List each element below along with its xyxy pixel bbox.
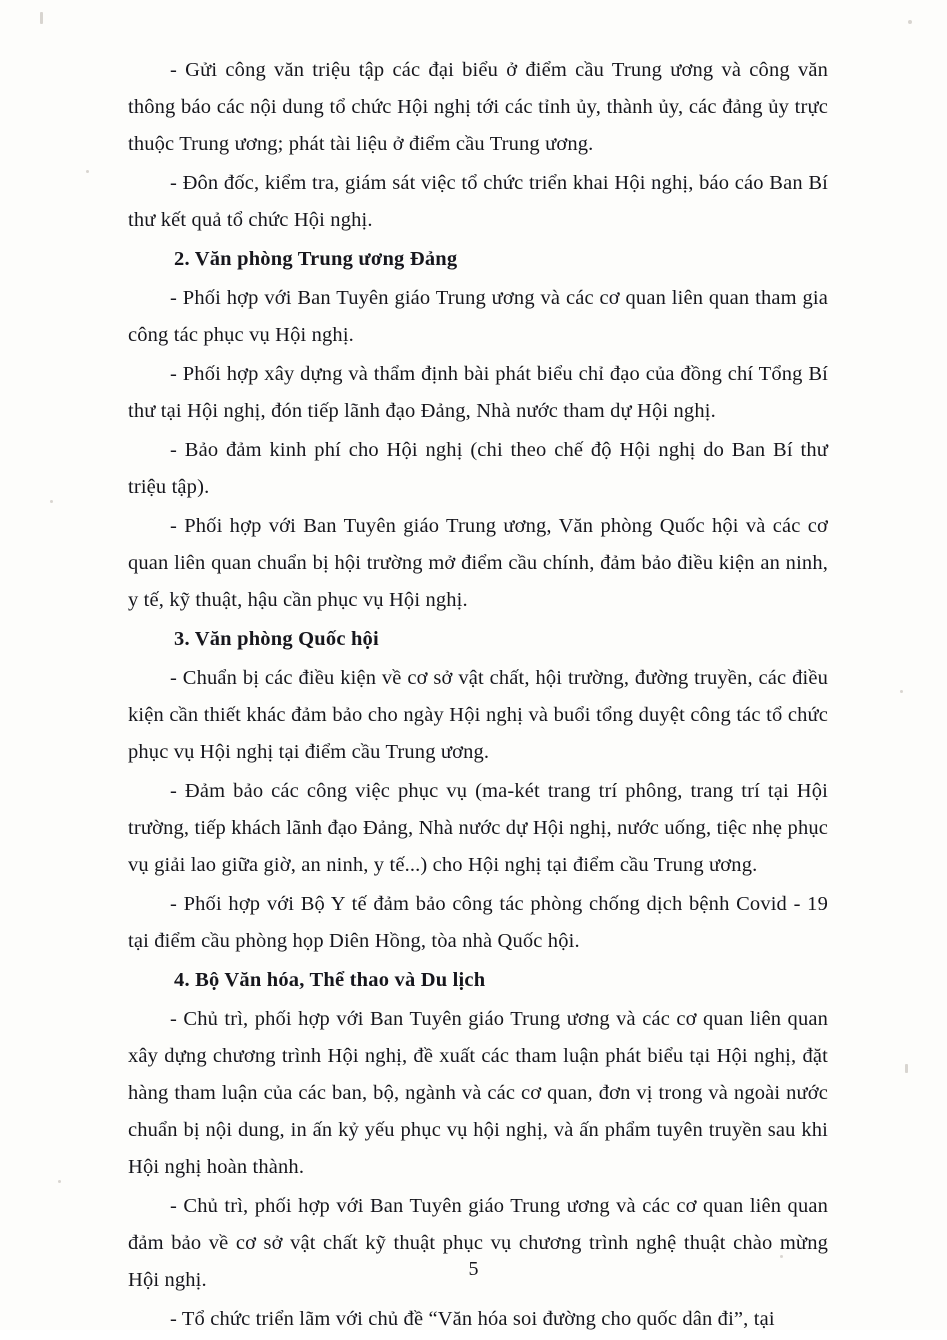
paragraph: - Chuẩn bị các điều kiện về cơ sở vật chất, hội trường, đường truyền, các điều kiện cần thiết khác đảm bảo cho ngày Hội nghị và buổi tổng duyệt công tác tổ chức phục vụ Hội nghị tại điểm cầu Trung ương.	[128, 667, 828, 763]
paragraph: - Bảo đảm kinh phí cho Hội nghị (chi theo chế độ Hội nghị do Ban Bí thư triệu tập).	[128, 439, 828, 498]
scan-speck	[40, 12, 43, 24]
page-number: 5	[468, 1258, 479, 1280]
paragraph: - Chủ trì, phối hợp với Ban Tuyên giáo Trung ương và các cơ quan liên quan đảm bảo về cơ sở vật chất kỹ thuật phục vụ chương trình nghệ thuật chào mừng Hội nghị.	[128, 1195, 828, 1291]
paragraph: - Phối hợp với Ban Tuyên giáo Trung ương, Văn phòng Quốc hội và các cơ quan liên quan chuẩn bị hội trường mở điểm cầu chính, đảm bảo điều kiện an ninh, y tế, kỹ thuật, hậu cần phục vụ Hội nghị.	[128, 515, 828, 611]
scan-speck	[50, 500, 53, 503]
scan-speck	[58, 1180, 61, 1183]
paragraph: - Gửi công văn triệu tập các đại biểu ở điểm cầu Trung ương và công văn thông báo các nội dung tổ chức Hội nghị tới các tỉnh ủy, thành ủy, các đảng ủy trực thuộc Trung ương; phát tài liệu ở điểm cầu Trung ương.	[128, 59, 828, 155]
scan-speck	[86, 170, 89, 173]
scan-speck	[900, 690, 903, 693]
paragraph: - Phối hợp với Bộ Y tế đảm bảo công tác phòng chống dịch bệnh Covid - 19 tại điểm cầu phòng họp Diên Hồng, tòa nhà Quốc hội.	[128, 893, 828, 952]
paragraph: - Tổ chức triển lãm với chủ đề “Văn hóa soi đường cho quốc dân đi”, tại	[170, 1308, 775, 1330]
paragraph: - Phối hợp với Ban Tuyên giáo Trung ương và các cơ quan liên quan tham gia công tác phục vụ Hội nghị.	[128, 287, 828, 346]
section-heading: 2. Văn phòng Trung ương Đảng	[174, 248, 458, 270]
section-heading: 4. Bộ Văn hóa, Thể thao và Du lịch	[174, 969, 486, 991]
section-heading: 3. Văn phòng Quốc hội	[174, 628, 379, 650]
scan-speck	[908, 20, 912, 24]
paragraph: - Phối hợp xây dựng và thẩm định bài phát biểu chỉ đạo của đồng chí Tổng Bí thư tại Hội nghị, đón tiếp lãnh đạo Đảng, Nhà nước tham dự Hội nghị.	[128, 363, 828, 422]
paragraph: - Đôn đốc, kiểm tra, giám sát việc tổ chức triển khai Hội nghị, báo cáo Ban Bí thư kết quả tổ chức Hội nghị.	[128, 172, 828, 231]
paragraph: - Đảm bảo các công việc phục vụ (ma-két trang trí phông, trang trí tại Hội trường, tiếp khách lãnh đạo Đảng, Nhà nước dự Hội nghị, nước uống, tiệc nhẹ phục vụ giải lao giữa giờ, an ninh, y tế...) cho Hội nghị tại điểm cầu Trung ương.	[128, 780, 828, 876]
scan-speck	[905, 1064, 908, 1073]
paragraph: - Chủ trì, phối hợp với Ban Tuyên giáo Trung ương và các cơ quan liên quan xây dựng chương trình Hội nghị, đề xuất các tham luận phát biểu tại Hội nghị, đặt hàng tham luận của các ban, bộ, ngành và các cơ quan, đơn vị trong và ngoài nước chuẩn bị nội dung, in ấn kỷ yếu phục vụ hội nghị, và ấn phẩm tuyên truyền sau khi Hội nghị hoàn thành.	[128, 1008, 828, 1178]
document-body	[128, 52, 828, 1340]
